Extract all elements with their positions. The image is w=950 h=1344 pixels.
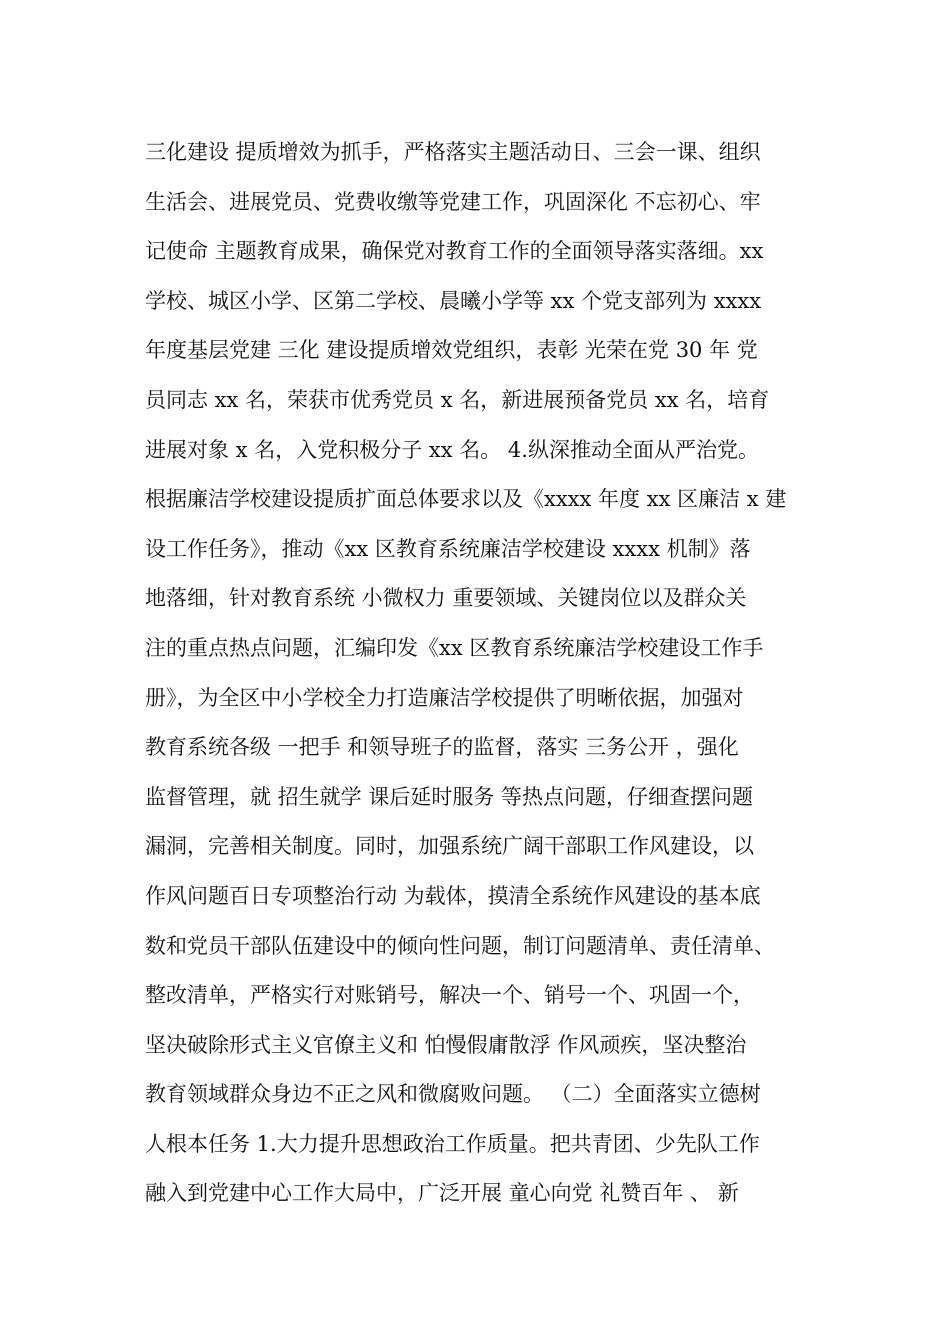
text-line: 监督管理，就 招生就学 课后延时服务 等热点问题，仔细查摆问题 [145,784,754,809]
text-line: 整改清单，严格实行对账销号，解决一个、销号一个、巩固一个， [145,983,754,1008]
text-line: 数和党员干部队伍建设中的倾向性问题，制订问题清单、责任清单、 [145,933,775,958]
text-line: 融入到党建中心工作大局中，广泛开展 童心向党 礼赞百年 、 新 [145,1181,739,1206]
text-line: 进展对象 x 名，入党积极分子 xx 名。 4.纵深推动全面从严治党。 [145,437,759,462]
text-line: 作风问题百日专项整治行动 为载体，摸清全系统作风建设的基本底 [145,883,761,908]
text-line: 人根本任务 1.大力提升思想政治工作质量。把共青团、少先队工作 [145,1131,760,1156]
text-line: 教育领域群众身边不正之风和微腐败问题。 （二）全面落实立德树 [145,1082,761,1107]
text-line: 坚决破除形式主义官僚主义和 怕慢假庸散浮 作风顽疾，坚决整治 [145,1032,747,1057]
text-line: 学校、城区小学、区第二学校、晨曦小学等 xx 个党支部列为 xxxx [145,288,762,313]
text-line: 教育系统各级 一把手 和领导班子的监督，落实 三务公开 ，强化 [145,735,739,760]
text-line: 地落细，针对教育系统 小微权力 重要领域、关键岗位以及群众关 [145,586,747,611]
text-line: 员同志 xx 名，荣获市优秀党员 x 名，新进展预备党员 xx 名，培育 [145,387,770,412]
text-line: 漏洞，完善相关制度。同时，加强系统广阔干部职工作风建设，以 [145,834,754,859]
text-line: 册》，为全区中小学校全力打造廉洁学校提供了明晰依据，加强对 [145,685,744,710]
body-text [145,128,835,1219]
text-line: 注的重点热点问题，汇编印发《xx 区教育系统廉洁学校建设工作手 [145,635,764,660]
text-line: 三化建设 提质增效为抓手，严格落实主题活动日、三会一课、组织 [145,140,761,164]
text-line: 设工作任务》，推动《xx 区教育系统廉洁学校建设 xxxx 机制》落 [145,536,751,561]
text-line: 年度基层党建 三化 建设提质增效党组织，表彰 光荣在党 30 年 党 [145,338,758,363]
text-line: 记使命 主题教育成果，确保党对教育工作的全面领导落实落细。xx [145,239,764,264]
text-line: 根据廉洁学校建设提质扩面总体要求以及《xxxx 年度 xx 区廉洁 x 建 [145,487,787,512]
text-line: 生活会、进展党员、党费收缴等党建工作，巩固深化 不忘初心、牢 [145,189,761,214]
